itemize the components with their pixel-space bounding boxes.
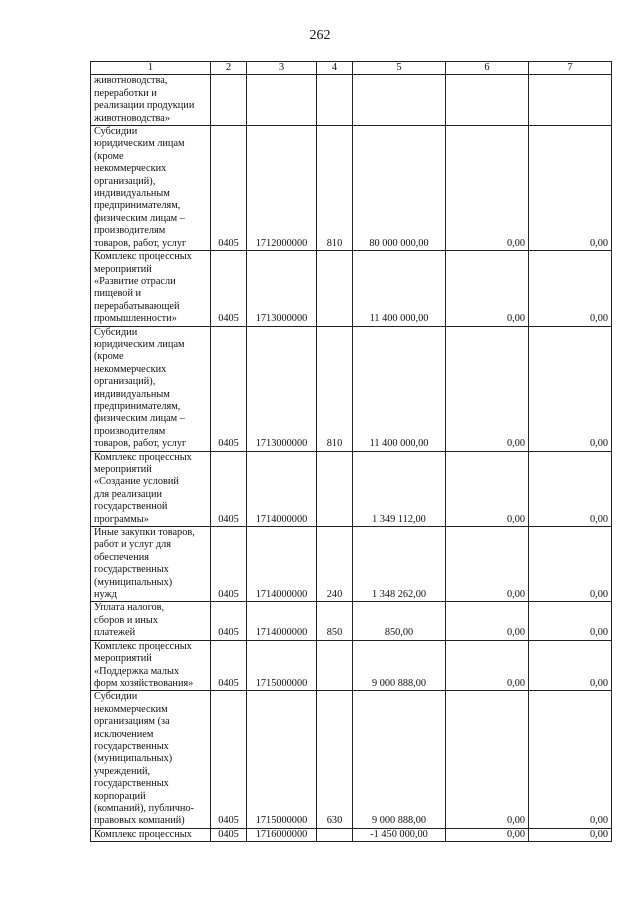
target-article-code: 1714000000 [247,602,317,640]
column-6-cell [446,75,529,126]
expense-type-code [317,251,353,326]
expense-type-code [317,451,353,526]
amount-cell: 11 400 000,00 [353,326,446,451]
target-article-code: 1712000000 [247,126,317,251]
column-6-cell: 0,00 [446,126,529,251]
row-name: Комплекс процессных мероприятий «Поддержка малых форм хозяйствования» [91,640,211,691]
expense-type-code: 810 [317,326,353,451]
row-name: Субсидии юридическим лицам (кроме некоммерческих организаций), индивидуальным предпринимателям, физическим лицам – производителям товаров, работ, услуг [91,126,211,251]
section-code: 0405 [211,691,247,828]
target-article-code [247,75,317,126]
section-code: 0405 [211,640,247,691]
column-7-cell: 0,00 [529,251,612,326]
target-article-code: 1713000000 [247,326,317,451]
section-code: 0405 [211,828,247,841]
expense-type-code: 810 [317,126,353,251]
amount-cell: 1 348 262,00 [353,527,446,602]
expense-type-code: 240 [317,527,353,602]
section-code: 0405 [211,326,247,451]
section-code: 0405 [211,126,247,251]
column-6-cell: 0,00 [446,251,529,326]
table-row [91,527,612,602]
section-code: 0405 [211,451,247,526]
amount-cell: 9 000 888,00 [353,640,446,691]
row-name: Субсидии некоммерческим организациям (за исключением государственных (муниципальных) учреждений, государственных корпораций (компаний), публично- правовых компаний) [91,691,211,828]
column-6-cell: 0,00 [446,828,529,841]
column-7-cell: 0,00 [529,828,612,841]
budget-table [90,61,612,842]
expense-type-code: 850 [317,602,353,640]
row-name: Уплата налогов, сборов и иных платежей [91,602,211,640]
target-article-code: 1713000000 [247,251,317,326]
column-7-cell: 0,00 [529,126,612,251]
column-header: 7 [529,62,612,75]
column-header: 3 [247,62,317,75]
column-6-cell: 0,00 [446,527,529,602]
amount-cell: 850,00 [353,602,446,640]
table-row [91,451,612,526]
table-row [91,828,612,841]
column-6-cell: 0,00 [446,451,529,526]
target-article-code: 1716000000 [247,828,317,841]
column-header: 4 [317,62,353,75]
column-header: 6 [446,62,529,75]
header-row [91,62,612,75]
section-code: 0405 [211,251,247,326]
amount-cell: 80 000 000,00 [353,126,446,251]
amount-cell: -1 450 000,00 [353,828,446,841]
expense-type-code: 630 [317,691,353,828]
table-row [91,640,612,691]
column-6-cell: 0,00 [446,691,529,828]
table-row [91,251,612,326]
column-7-cell: 0,00 [529,640,612,691]
column-7-cell: 0,00 [529,326,612,451]
section-code: 0405 [211,602,247,640]
row-name: Комплекс процессных мероприятий «Развитие отрасли пищевой и перерабатывающей промышленности» [91,251,211,326]
amount-cell: 9 000 888,00 [353,691,446,828]
column-header: 5 [353,62,446,75]
amount-cell: 1 349 112,00 [353,451,446,526]
row-name: Субсидии юридическим лицам (кроме некоммерческих организаций), индивидуальным предпринимателям, физическим лицам – производителям товаров, работ, услуг [91,326,211,451]
expense-type-code [317,640,353,691]
column-6-cell: 0,00 [446,326,529,451]
column-7-cell: 0,00 [529,602,612,640]
section-code: 0405 [211,527,247,602]
table-row [91,691,612,828]
row-name: Комплекс процессных [91,828,211,841]
table-row [91,75,612,126]
column-7-cell: 0,00 [529,527,612,602]
column-7-cell: 0,00 [529,691,612,828]
table-row [91,326,612,451]
target-article-code: 1715000000 [247,640,317,691]
target-article-code: 1715000000 [247,691,317,828]
column-header: 2 [211,62,247,75]
column-7-cell [529,75,612,126]
target-article-code: 1714000000 [247,527,317,602]
expense-type-code [317,75,353,126]
target-article-code: 1714000000 [247,451,317,526]
row-name: животноводства, переработки и реализации продукции животноводства» [91,75,211,126]
expense-type-code [317,828,353,841]
row-name: Комплекс процессных мероприятий «Создание условий для реализации государственной программы» [91,451,211,526]
column-header: 1 [91,62,211,75]
page-number: 262 [309,28,331,43]
row-name: Иные закупки товаров, работ и услуг для обеспечения государственных (муниципальных) нужд [91,527,211,602]
table-row [91,602,612,640]
column-6-cell: 0,00 [446,602,529,640]
amount-cell: 11 400 000,00 [353,251,446,326]
table-row [91,126,612,251]
column-7-cell: 0,00 [529,451,612,526]
section-code [211,75,247,126]
amount-cell [353,75,446,126]
column-6-cell: 0,00 [446,640,529,691]
